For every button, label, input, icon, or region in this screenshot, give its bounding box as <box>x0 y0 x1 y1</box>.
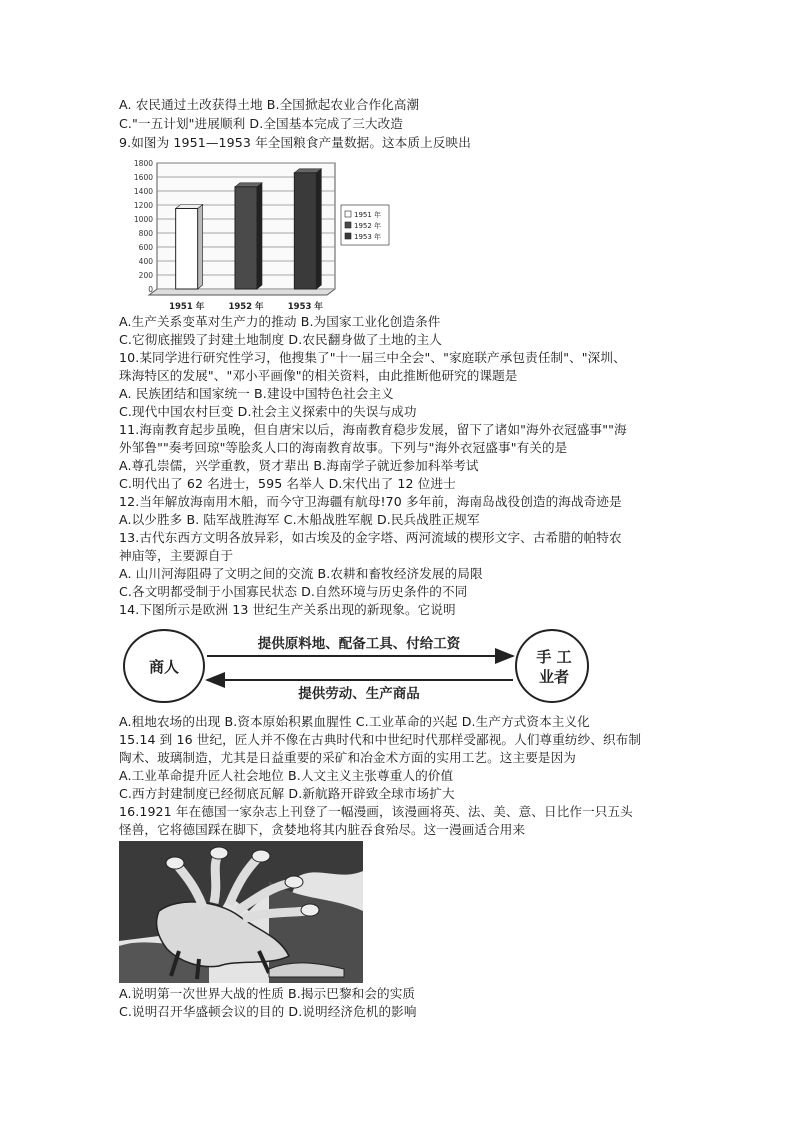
merchant-artisan-diagram <box>119 626 591 710</box>
y-tick-label: 400 <box>138 257 153 266</box>
y-tick-label: 0 <box>148 285 153 294</box>
q15-stem-line1: 15.14 到 16 世纪，匠人并不像在古典时代和中世纪时代那样受鄙视。人们尊重纺纱、织布制 <box>119 732 642 747</box>
q14-options: A.租地农场的出现 B.资本原始积累血腥性 C.工业革命的兴起 D.生产方式资本主义化 <box>119 714 590 729</box>
x-category-label: 1951 年 <box>169 302 205 312</box>
bar <box>176 209 198 290</box>
legend-label: 1951 年 <box>354 211 382 219</box>
y-tick-label: 200 <box>138 271 153 280</box>
flow-diagram-svg <box>119 626 591 710</box>
y-tick-label: 600 <box>138 243 153 252</box>
q11-options-ab: A.尊孔崇儒，兴学重教，贤才辈出 B.海南学子就近参加科举考试 <box>119 458 479 473</box>
q16-options-ab: A.说明第一次世界大战的性质 B.揭示巴黎和会的实质 <box>119 986 416 1001</box>
q9-stem: 9.如图为 1951—1953 年全国粮食产量数据。这本质上反映出 <box>119 135 471 150</box>
q16-stem-line1: 16.1921 年在德国一家杂志上刊登了一幅漫画，该漫画将英、法、美、意、日比作一只五头 <box>119 804 633 819</box>
bar-side <box>316 169 321 289</box>
y-tick-label: 1600 <box>133 173 153 182</box>
bar-top <box>294 169 321 173</box>
y-tick-label: 1200 <box>133 201 153 210</box>
legend-swatch <box>345 211 351 217</box>
x-category-label: 1953 年 <box>287 302 323 312</box>
merchant-label: 商人 <box>148 658 180 676</box>
q8-options-ab: A. 农民通过土改获得土地 B.全国掀起农业合作化高潮 <box>119 97 420 112</box>
y-tick-label: 1400 <box>133 187 153 196</box>
legend-label: 1952 年 <box>354 222 382 230</box>
bar <box>235 187 257 289</box>
q13-options-ab: A. 山川河海阻碍了文明之间的交流 B.农耕和畜牧经济发展的局限 <box>119 566 483 581</box>
q9-options-ab: A.生产关系变革对生产力的推动 B.为国家工业化创造条件 <box>119 314 441 329</box>
bar <box>294 173 316 289</box>
q11-options-cd: C.明代出了 62 名进士，595 名举人 D.宋代出了 12 位进士 <box>119 476 456 491</box>
q12-options: A.以少胜多 B. 陆军战胜海军 C.木船战胜军舰 D.民兵战胜正规军 <box>119 512 480 527</box>
q13-options-cd: C.各文明都受制于小国寡民状态 D.自然环境与历史条件的不同 <box>119 584 468 599</box>
q8-options-cd: C."一五计划"进展顺利 D.全国基本完成了三大改造 <box>119 116 403 131</box>
bar-side <box>198 205 203 290</box>
q10-stem-line2: 珠海特区的发展"、"邓小平画像"的相关资料，由此推断他研究的课题是 <box>119 368 518 383</box>
q13-stem-line2: 神庙等，主要源自于 <box>119 548 234 563</box>
bar-top <box>176 205 203 209</box>
q10-options-cd: C.现代中国农村巨变 D.社会主义探索中的失误与成功 <box>119 404 417 419</box>
q10-options-ab: A. 民族团结和国家统一 B.建设中国特色社会主义 <box>119 386 394 401</box>
legend-label: 1953 年 <box>354 233 382 241</box>
q12-stem: 12.当年解放海南用木船，而今守卫海疆有航母!70 多年前，海南岛战役创造的海战奇迹是 <box>119 494 622 509</box>
q16-stem-line2: 怪兽，它将德国踩在脚下，贪婪地将其内脏吞食殆尽。这一漫画适合用来 <box>119 822 526 837</box>
bar-top <box>235 183 262 187</box>
q9-options-cd: C.它彻底摧毁了封建土地制度 D.农民翻身做了土地的主人 <box>119 332 442 347</box>
plot-floor <box>149 289 335 295</box>
grain-output-chart <box>119 155 395 313</box>
q16-options-cd: C.说明召开华盛顿会议的目的 D.说明经济危机的影响 <box>119 1004 417 1019</box>
cartoon-svg <box>119 841 363 983</box>
artisan-label-line2: 业者 <box>538 668 570 686</box>
q15-options-cd: C.西方封建制度已经彻底瓦解 D.新航路开辟致全球市场扩大 <box>119 786 455 801</box>
q15-options-ab: A.工业革命提升匠人社会地位 B.人文主义主张尊重人的价值 <box>119 768 454 783</box>
y-tick-label: 800 <box>138 229 153 238</box>
bottom-arrow-label: 提供劳动、生产商品 <box>298 686 420 702</box>
q15-stem-line2: 陶术、玻璃制造，尤其是日益重要的采矿和冶金术方面的实用工艺。这主要是因为 <box>119 750 576 765</box>
q11-stem-line1: 11.海南教育起步虽晚，但自唐宋以后，海南教育稳步发展，留下了诸如"海外衣冠盛事""海 <box>119 422 627 437</box>
q13-stem-line1: 13.古代东西方文明各放异彩，如古埃及的金字塔、两河流域的楔形文字、古希腊的帕特农 <box>119 530 622 545</box>
y-tick-label: 1800 <box>133 159 153 168</box>
five-headed-monster-cartoon-icon <box>119 841 363 983</box>
legend-swatch <box>345 233 351 239</box>
q14-stem: 14.下图所示是欧洲 13 世纪生产关系出现的新现象。它说明 <box>119 602 456 617</box>
q10-stem-line1: 10.某同学进行研究性学习，他搜集了"十一届三中全会"、"家庭联产承包责任制"、"深圳、 <box>119 350 626 365</box>
y-tick-label: 1000 <box>133 215 153 224</box>
artisan-node <box>516 630 588 702</box>
legend-swatch <box>345 222 351 228</box>
x-category-label: 1952 年 <box>228 302 264 312</box>
artisan-label-line1: 手 工 <box>536 648 572 666</box>
bar-side <box>257 183 262 289</box>
top-arrow-label: 提供原料地、配备工具、付给工资 <box>257 636 461 652</box>
bar-chart-svg <box>119 155 395 313</box>
q11-stem-line2: 外邹鲁""奏考回琼"等脍炙人口的海南教育故事。下列与"海外衣冠盛事"有关的是 <box>119 440 568 455</box>
